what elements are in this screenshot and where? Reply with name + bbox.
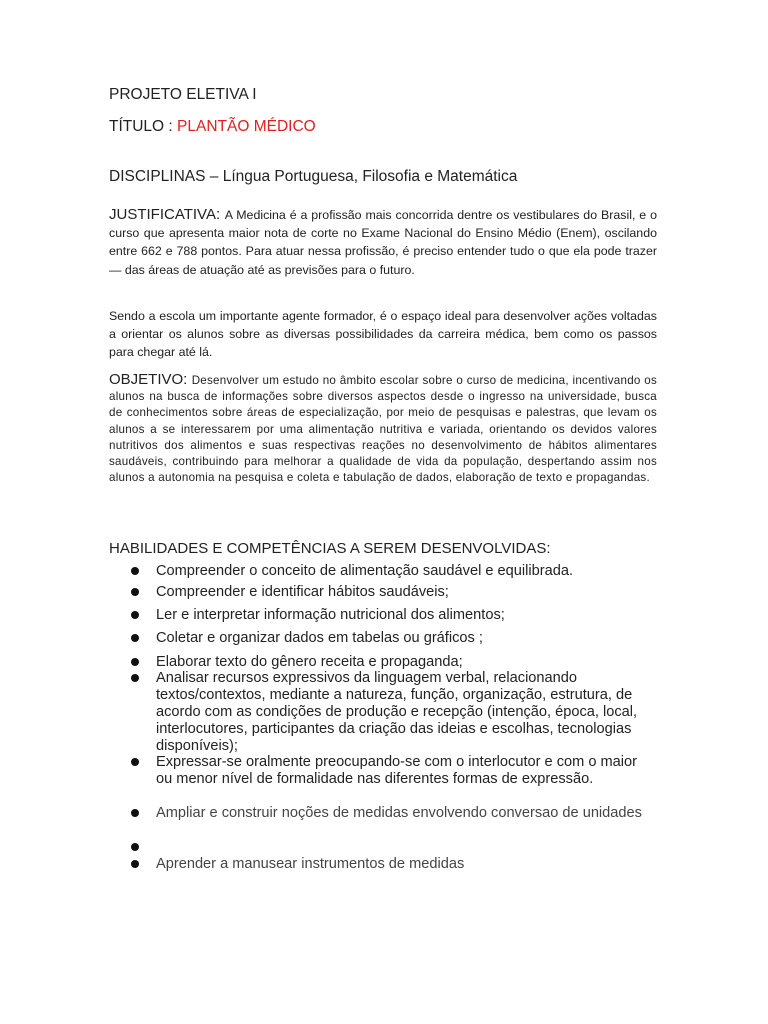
bullet-icon [131,658,139,666]
bullet-icon [131,588,139,596]
bullet-icon [131,567,139,575]
bullet-icon [131,611,139,619]
objective-paragraph [109,372,657,486]
bullet-icon [131,843,139,851]
skill-item: Ampliar e construir noções de medidas envolvendo conversao de unidades [156,805,642,821]
bullet-icon [131,634,139,642]
title-label: TÍTULO : [109,118,178,135]
skill-item: Expressar-se oralmente preocupando-se com o interlocutor e com o maior ou menor nível de formalidade nas diferentes formas de expressão. [156,754,638,787]
skill-item: Coletar e organizar dados em tabelas ou gráficos ; [156,630,483,646]
bullet-icon [131,809,139,817]
bullet-icon [131,758,139,766]
justification-paragraph-2: Sendo a escola um importante agente formador, é o espaço ideal para desenvolver ações voltadas a orientar os alunos sobre as diversas possibilidades da carreira médica, bem como os passos para chegar até lá. [109,309,657,360]
objective-label: OBJETIVO: [109,371,192,388]
skill-item: Compreender o conceito de alimentação saudável e equilibrada. [156,563,573,579]
justification-text: A Medicina é a profissão mais concorrida dentre os vestibulares do Brasil, e o curso que apresenta maior nota de corte no Exame Nacional do Ensino Médio (Enem), oscilando entre 662 e 788 pontos. Para atuar nessa profissão, é preciso entender tudo o que ela pode trazer — das áreas de atuação até as previsões para o futuro. [109,208,657,277]
skill-item: Elaborar texto do gênero receita e propaganda; [156,654,463,670]
justification-label: JUSTIFICATIVA: [109,206,225,223]
bullet-icon [131,860,139,868]
skill-item: Aprender a manusear instrumentos de medidas [156,856,465,872]
disciplines-line: DISCIPLINAS – Língua Portuguesa, Filosofia e Matemática [109,168,518,185]
skill-item: Compreender e identificar hábitos saudáveis; [156,584,449,600]
skills-heading: HABILIDADES E COMPETÊNCIAS A SEREM DESENVOLVIDAS: [109,540,551,557]
project-heading: PROJETO ELETIVA I [109,86,257,103]
bullet-icon [131,674,139,682]
objective-text: Desenvolver um estudo no âmbito escolar sobre o curso de medicina, incentivando os alunos na busca de informações sobre diversos aspectos desde o ingresso na universidade, busca de conhecimentos sobre áreas de especialização, por meio de pesquisas e palestras, que levam os alunos a se interessarem por uma alimentação nutritiva e variada, orientando os devidos valores nutritivos dos alimentos e suas respectivas reações no desenvolvimento de hábitos alimentares saudáveis, contribuindo para melhorar a qualidade de vida da população, despertando assim nos alunos a autonomia na pesquisa e coleta e tabulação de dados, elaboração de texto e propagandas. [109,374,657,485]
skill-item: Analisar recursos expressivos da linguagem verbal, relacionando textos/contextos, mediante a natureza, função, organização, estrutura, de acordo com as condições de produção e recepção (intenção, época, local, interlocutores, participantes da criação das ideias e escolhas, tecnologias disponíveis); [156,670,638,754]
skill-item: Ler e interpretar informação nutricional dos alimentos; [156,607,505,623]
justification-paragraph [109,206,657,279]
title-value: PLANTÃO MÉDICO [177,118,316,135]
title-line [109,118,316,136]
